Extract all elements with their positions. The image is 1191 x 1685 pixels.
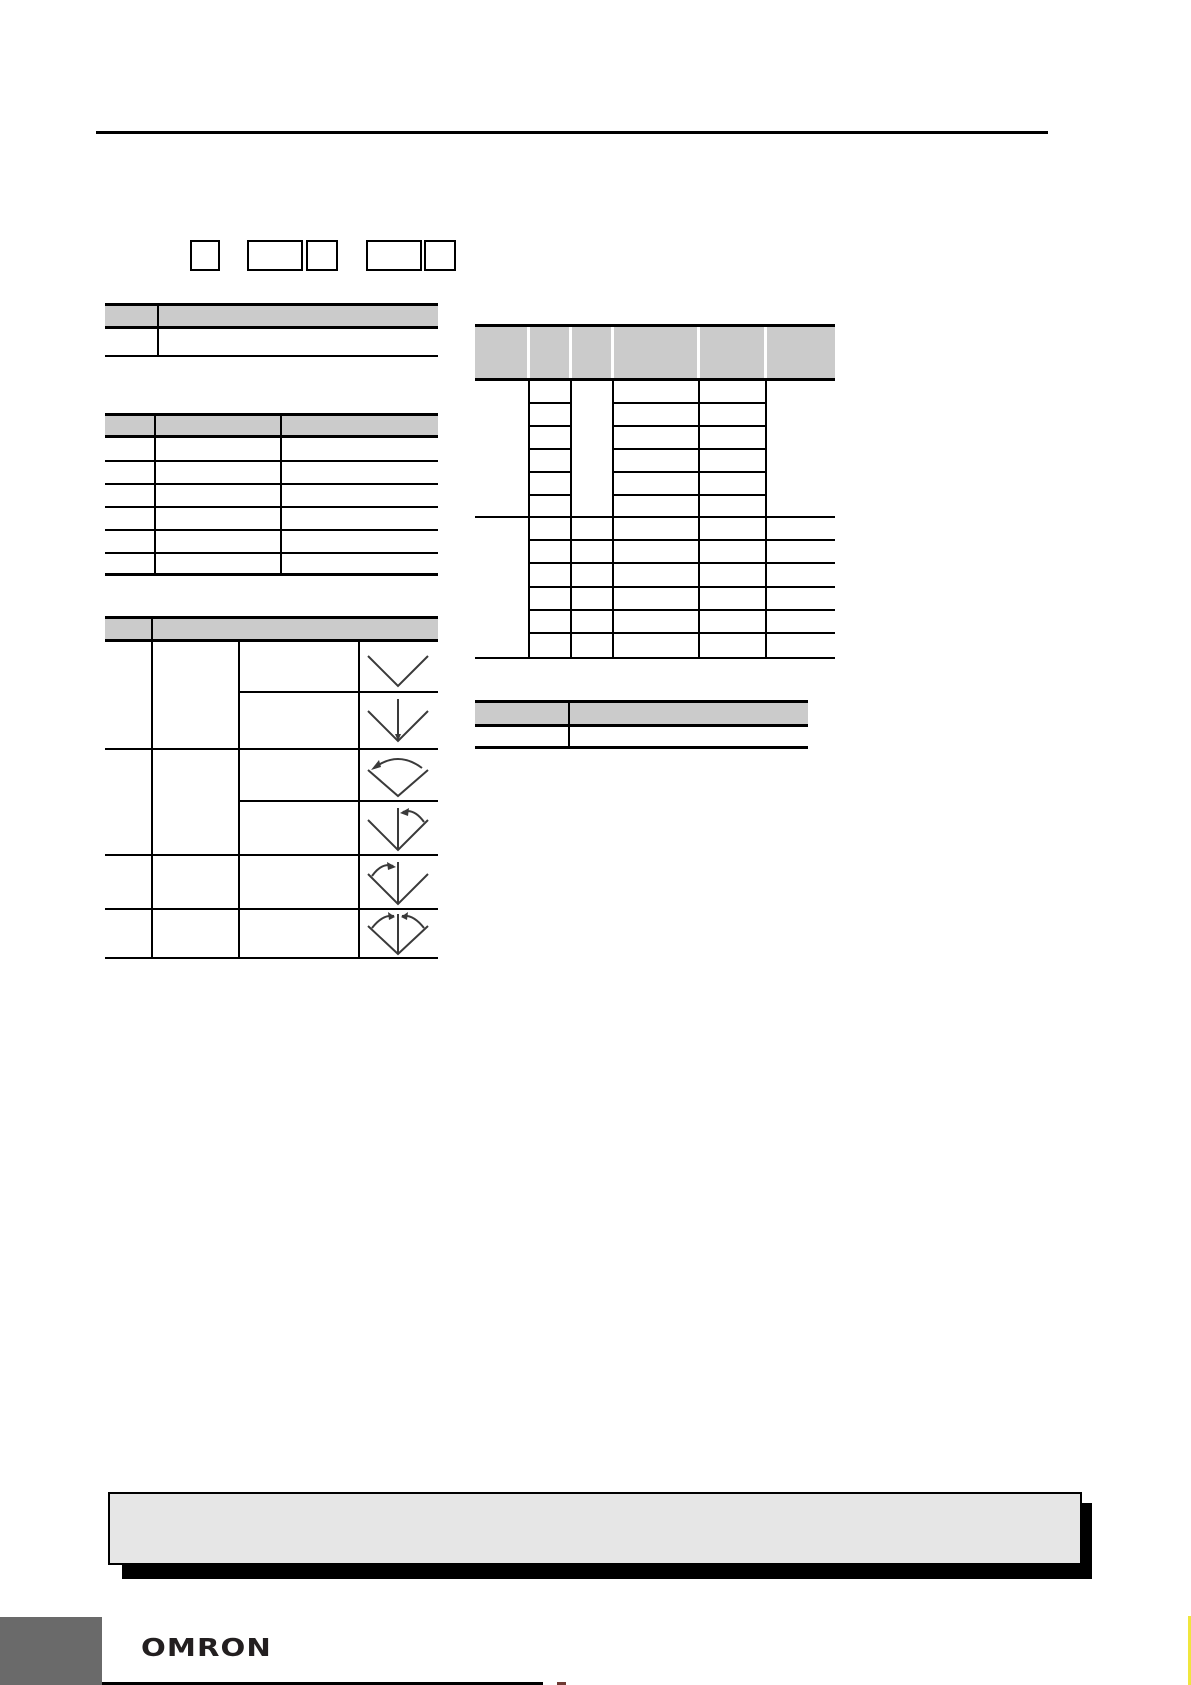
model-code-box-1	[190, 240, 220, 271]
table-header-fill	[105, 306, 438, 326]
row-divider	[528, 609, 835, 611]
row-divider	[612, 425, 765, 427]
row-divider	[105, 748, 438, 750]
lever-direction-icon-6	[362, 910, 434, 956]
row-divider	[612, 448, 765, 450]
note-box	[108, 1492, 1082, 1565]
column-divider	[157, 303, 159, 357]
model-code-box-2	[247, 240, 303, 271]
table-border	[105, 957, 438, 959]
row-divider	[528, 494, 570, 496]
row-divider	[528, 586, 835, 588]
header-cell-gap	[611, 327, 614, 378]
table-border	[475, 700, 808, 703]
lever-direction-icon-1	[362, 650, 434, 690]
omron-logo: OMRON	[141, 1634, 272, 1663]
lever-direction-icon-2	[362, 697, 434, 745]
footer-page-block	[0, 1617, 102, 1685]
row-divider	[528, 632, 835, 634]
table-header-fill	[105, 619, 438, 639]
model-code-box-5	[424, 240, 456, 271]
column-divider	[280, 413, 282, 576]
subrow-divider	[238, 800, 438, 802]
table-border	[475, 657, 835, 659]
row-divider	[612, 471, 765, 473]
column-divider	[698, 381, 700, 657]
column-divider	[568, 700, 570, 749]
table-border	[105, 616, 438, 619]
row-divider	[528, 539, 835, 541]
model-code-box-3	[306, 240, 338, 271]
column-divider	[570, 381, 572, 657]
subrow-divider	[238, 691, 438, 693]
row-divider	[528, 471, 570, 473]
row-divider	[612, 494, 765, 496]
top-rule	[96, 131, 1048, 134]
table-border	[475, 324, 835, 327]
lever-direction-icon-4	[362, 804, 434, 852]
header-cell-gap	[527, 327, 530, 378]
header-divider	[105, 326, 438, 329]
table-border	[105, 355, 438, 357]
model-code-box-4	[366, 240, 422, 271]
lever-direction-icon-5	[362, 858, 434, 906]
header-divider	[475, 724, 808, 727]
column-divider	[528, 381, 530, 657]
row-divider	[528, 448, 570, 450]
row-divider	[528, 402, 570, 404]
table-header-fill	[475, 703, 808, 724]
column-divider	[765, 381, 767, 657]
column-divider	[612, 381, 614, 657]
column-divider	[151, 616, 153, 959]
lever-direction-icon-3	[362, 752, 434, 798]
row-divider	[105, 854, 438, 856]
header-divider	[105, 639, 438, 642]
table-border	[475, 746, 808, 749]
row-divider	[528, 562, 835, 564]
row-divider	[528, 425, 570, 427]
column-divider	[358, 642, 360, 957]
header-cell-gap	[569, 327, 572, 378]
column-divider	[238, 642, 240, 957]
table-border	[105, 303, 438, 306]
column-divider	[154, 413, 156, 576]
header-cell-gap	[697, 327, 700, 378]
header-cell-gap	[764, 327, 767, 378]
row-divider	[612, 402, 765, 404]
